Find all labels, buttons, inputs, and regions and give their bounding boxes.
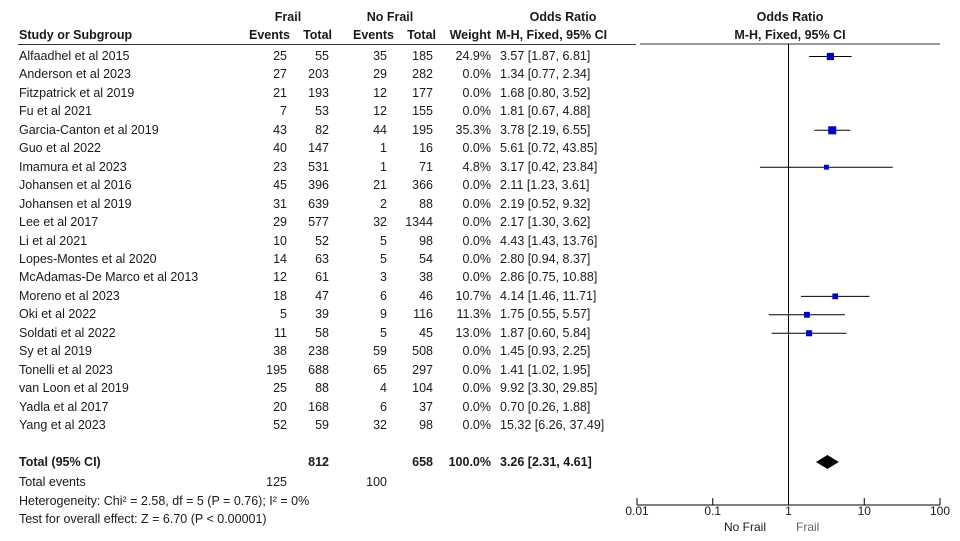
study-name: Garcia-Canton et al 2019 [19, 122, 159, 137]
weight-value: 0.0% [462, 344, 491, 359]
frail-events: 14 [273, 251, 287, 266]
or-ci-value: 1.34 [0.77, 2.34] [500, 67, 591, 82]
nofrail-events: 21 [373, 178, 387, 193]
frail-events: 20 [273, 399, 287, 414]
or-square [828, 126, 836, 134]
nofrail-events: 3 [380, 270, 387, 285]
frail-total: 52 [315, 233, 329, 248]
weight-value: 0.0% [462, 251, 491, 266]
frail-total-header: Total [303, 28, 332, 42]
study-name: Lopes-Montes et al 2020 [19, 251, 157, 266]
x-tick-label: 1 [785, 504, 792, 518]
or-square [827, 53, 834, 60]
nofrail-total: 16 [419, 141, 433, 156]
frail-events: 29 [273, 215, 287, 230]
nofrail-group-header: No Frail [366, 10, 414, 24]
nofrail-total: 1344 [405, 215, 433, 230]
nofrail-events: 44 [373, 122, 387, 137]
pooled-diamond [816, 455, 839, 469]
nofrail-events: 29 [373, 67, 387, 82]
or-ci-value: 2.86 [0.75, 10.88] [500, 270, 598, 285]
study-name: Guo et al 2022 [19, 141, 102, 156]
nofrail-total: 508 [412, 344, 433, 359]
frail-events: 18 [273, 288, 287, 303]
study-name: McAdamas-De Marco et al 2013 [19, 270, 199, 285]
study-name: Alfaadhel et al 2015 [19, 49, 130, 63]
frail-events: 5 [280, 307, 287, 322]
or-ci-value: 0.70 [0.26, 1.88] [500, 399, 591, 414]
nofrail-total: 37 [419, 399, 433, 414]
study-name: Moreno et al 2023 [19, 288, 120, 303]
study-name: Oki et al 2022 [19, 307, 97, 322]
nofrail-events: 1 [380, 141, 387, 156]
frail-total: 58 [315, 325, 329, 340]
or-ci-value: 1.41 [1.02, 1.95] [500, 362, 591, 377]
or-ci-value: 3.78 [2.19, 6.55] [500, 122, 591, 137]
nofrail-events: 32 [373, 418, 387, 432]
weight-value: 10.7% [455, 288, 491, 303]
nofrail-total: 104 [412, 381, 433, 396]
study-name: Johansen et al 2019 [19, 196, 132, 211]
study-name: van Loon et al 2019 [19, 381, 129, 396]
study-name: Anderson et al 2023 [19, 67, 131, 82]
nofrail-total: 46 [419, 288, 433, 303]
or-ci-value: 9.92 [3.30, 29.85] [500, 381, 598, 396]
plot-subtitle: M-H, Fixed, 95% CI [734, 28, 846, 42]
nofrail-events: 65 [373, 362, 387, 377]
nofrail-total: 98 [419, 233, 433, 248]
nofrail-total: 282 [412, 67, 433, 82]
or-ci-value: 3.57 [1.87, 6.81] [500, 49, 591, 63]
or-square [804, 312, 810, 318]
nofrail-events: 2 [380, 196, 387, 211]
frail-events: 11 [274, 325, 287, 340]
or-ci-value: 2.19 [0.52, 9.32] [500, 196, 591, 211]
or-ci-value: 1.68 [0.80, 3.52] [500, 85, 591, 100]
favours-right-label: Frail [796, 520, 820, 534]
or-ci-value: 1.45 [0.93, 2.25] [500, 344, 591, 359]
weight-value: 0.0% [462, 141, 491, 156]
frail-total: 193 [308, 85, 329, 100]
frail-events: 195 [266, 362, 287, 377]
weight-value: 0.0% [462, 381, 491, 396]
frail-events-header: Events [249, 28, 290, 42]
frail-events: 23 [273, 159, 287, 174]
frail-events: 38 [273, 344, 287, 359]
plot-marks [625, 44, 950, 518]
x-tick-label: 100 [929, 504, 951, 518]
or-ci-value: 2.17 [1.30, 3.62] [500, 215, 591, 230]
weight-value: 0.0% [462, 178, 491, 193]
study-name: Soldati et al 2022 [19, 325, 116, 340]
weight-value: 0.0% [462, 233, 491, 248]
x-tick-label: 0.1 [704, 504, 722, 518]
or-square [824, 165, 829, 170]
study-name: Tonelli et al 2023 [19, 362, 113, 377]
frail-total: 82 [315, 122, 329, 137]
nofrail-total: 366 [412, 178, 433, 193]
frail-total: 203 [308, 67, 329, 82]
frail-events: 31 [273, 196, 287, 211]
nofrail-total: 185 [412, 49, 433, 63]
frail-events: 12 [273, 270, 287, 285]
nofrail-events: 32 [373, 215, 387, 230]
x-tick-label: 0.01 [625, 504, 649, 518]
nofrail-events: 4 [380, 381, 387, 396]
frail-total: 88 [315, 381, 329, 396]
study-name: Imamura et al 2023 [19, 159, 127, 174]
nofrail-events: 1 [380, 159, 387, 174]
nofrail-total: 88 [419, 196, 433, 211]
nofrail-total: 195 [412, 122, 433, 137]
frail-events: 40 [273, 141, 287, 156]
frail-total: 63 [315, 251, 329, 266]
frail-total: 53 [315, 104, 329, 119]
or-ci-value: 2.80 [0.94, 8.37] [500, 251, 591, 266]
total-nofrail: 658 [412, 455, 433, 469]
nofrail-total: 116 [413, 307, 433, 322]
frail-total: 47 [315, 288, 329, 303]
or-ci-value: 1.75 [0.55, 5.57] [500, 307, 591, 322]
or-ci-value: 1.81 [0.67, 4.88] [500, 104, 591, 119]
nofrail-total: 297 [412, 362, 433, 377]
or-ci-value: 1.87 [0.60, 5.84] [500, 325, 591, 340]
odds-ratio-header: Odds Ratio [529, 10, 597, 24]
nofrail-events: 5 [380, 251, 387, 266]
nofrail-events: 5 [380, 325, 387, 340]
weight-value: 0.0% [462, 215, 491, 230]
total-label: Total (95% CI) [19, 455, 101, 469]
frail-total: 55 [315, 49, 329, 63]
frail-events: 45 [273, 178, 287, 193]
nofrail-events: 59 [373, 344, 387, 359]
total-weight: 100.0% [448, 455, 491, 469]
nofrail-events: 9 [380, 307, 387, 322]
weight-value: 11.3% [456, 307, 491, 322]
frail-events: 27 [273, 67, 287, 82]
weight-value: 0.0% [462, 418, 491, 432]
favours-left-label: No Frail [723, 520, 766, 534]
frail-total: 531 [308, 159, 329, 174]
study-name: Yang et al 2023 [19, 418, 106, 432]
frail-group-header: Frail [274, 10, 302, 24]
nofrail-total: 45 [419, 325, 433, 340]
weight-value: 0.0% [462, 85, 491, 100]
nofrail-total: 177 [412, 85, 433, 100]
nofrail-total: 98 [419, 418, 433, 432]
or-square [806, 330, 812, 336]
frail-total: 396 [308, 178, 329, 193]
weight-value: 13.0% [455, 325, 491, 340]
study-name: Sy et al 2019 [19, 344, 92, 359]
total-frail: 812 [308, 455, 329, 469]
nofrail-total: 38 [419, 270, 433, 285]
frail-events: 10 [273, 233, 287, 248]
frail-total: 238 [308, 344, 329, 359]
plot-title: Odds Ratio [756, 10, 824, 24]
nofrail-events: 35 [373, 49, 387, 63]
nofrail-events: 6 [380, 399, 387, 414]
overall-effect-text: Test for overall effect: Z = 6.70 (P < 0.00001) [19, 512, 267, 526]
total-events-nofrail: 100 [366, 475, 387, 489]
study-name: Li et al 2021 [19, 233, 88, 248]
nofrail-events: 6 [380, 288, 387, 303]
frail-total: 61 [315, 270, 329, 285]
nofrail-total: 155 [412, 104, 433, 119]
weight-value: 0.0% [462, 196, 491, 211]
nofrail-events: 12 [373, 85, 387, 100]
nofrail-total: 54 [419, 251, 433, 266]
nofrail-events: 5 [380, 233, 387, 248]
frail-total: 168 [308, 399, 329, 414]
frail-events: 25 [273, 381, 287, 396]
total-events-frail: 125 [266, 475, 287, 489]
x-tick-label: 10 [857, 504, 871, 518]
weight-value: 4.8% [462, 159, 491, 174]
total-ci: 3.26 [2.31, 4.61] [500, 455, 592, 469]
study-name: Fu et al 2021 [19, 104, 92, 119]
heterogeneity-text: Heterogeneity: Chi² = 2.58, df = 5 (P = 0.76); I² = 0% [19, 494, 310, 508]
weight-value: 24.9% [455, 49, 491, 63]
weight-value: 0.0% [462, 362, 491, 377]
weight-header: Weight [449, 28, 491, 42]
weight-value: 0.0% [462, 270, 491, 285]
or-ci-value: 4.14 [1.46, 11.71] [500, 288, 597, 303]
frail-total: 59 [315, 418, 329, 432]
frail-total: 147 [308, 141, 329, 156]
frail-events: 7 [280, 104, 287, 119]
frail-events: 21 [273, 85, 287, 100]
nofrail-total: 71 [419, 159, 433, 174]
frail-total: 39 [315, 307, 329, 322]
study-name: Johansen et al 2016 [19, 178, 132, 193]
or-square [832, 293, 838, 299]
frail-total: 639 [308, 196, 329, 211]
weight-value: 0.0% [462, 67, 491, 82]
frail-total: 688 [308, 362, 329, 377]
total-events-label: Total events [19, 475, 86, 489]
frail-events: 43 [273, 122, 287, 137]
weight-value: 0.0% [462, 104, 491, 119]
study-name: Fitzpatrick et al 2019 [19, 85, 135, 100]
or-ci-value: 4.43 [1.43, 13.76] [500, 233, 598, 248]
or-ci-value: 15.32 [6.26, 37.49] [500, 418, 605, 432]
or-ci-value: 3.17 [0.42, 23.84] [500, 159, 598, 174]
nofrail-total-header: Total [407, 28, 436, 42]
frail-events: 52 [273, 418, 287, 432]
study-column-header: Study or Subgroup [19, 28, 133, 42]
or-ci-value: 5.61 [0.72, 43.85] [500, 141, 598, 156]
or-ci-value: 2.11 [1.23, 3.61] [500, 178, 590, 193]
frail-total: 577 [308, 215, 329, 230]
study-name: Lee et al 2017 [19, 215, 99, 230]
nofrail-events: 12 [373, 104, 387, 119]
weight-value: 0.0% [462, 399, 491, 414]
study-name: Yadla et al 2017 [19, 399, 109, 414]
or-method-header: M-H, Fixed, 95% CI [496, 28, 608, 42]
nofrail-events-header: Events [353, 28, 394, 42]
frail-events: 25 [273, 49, 287, 63]
weight-value: 35.3% [455, 122, 491, 137]
